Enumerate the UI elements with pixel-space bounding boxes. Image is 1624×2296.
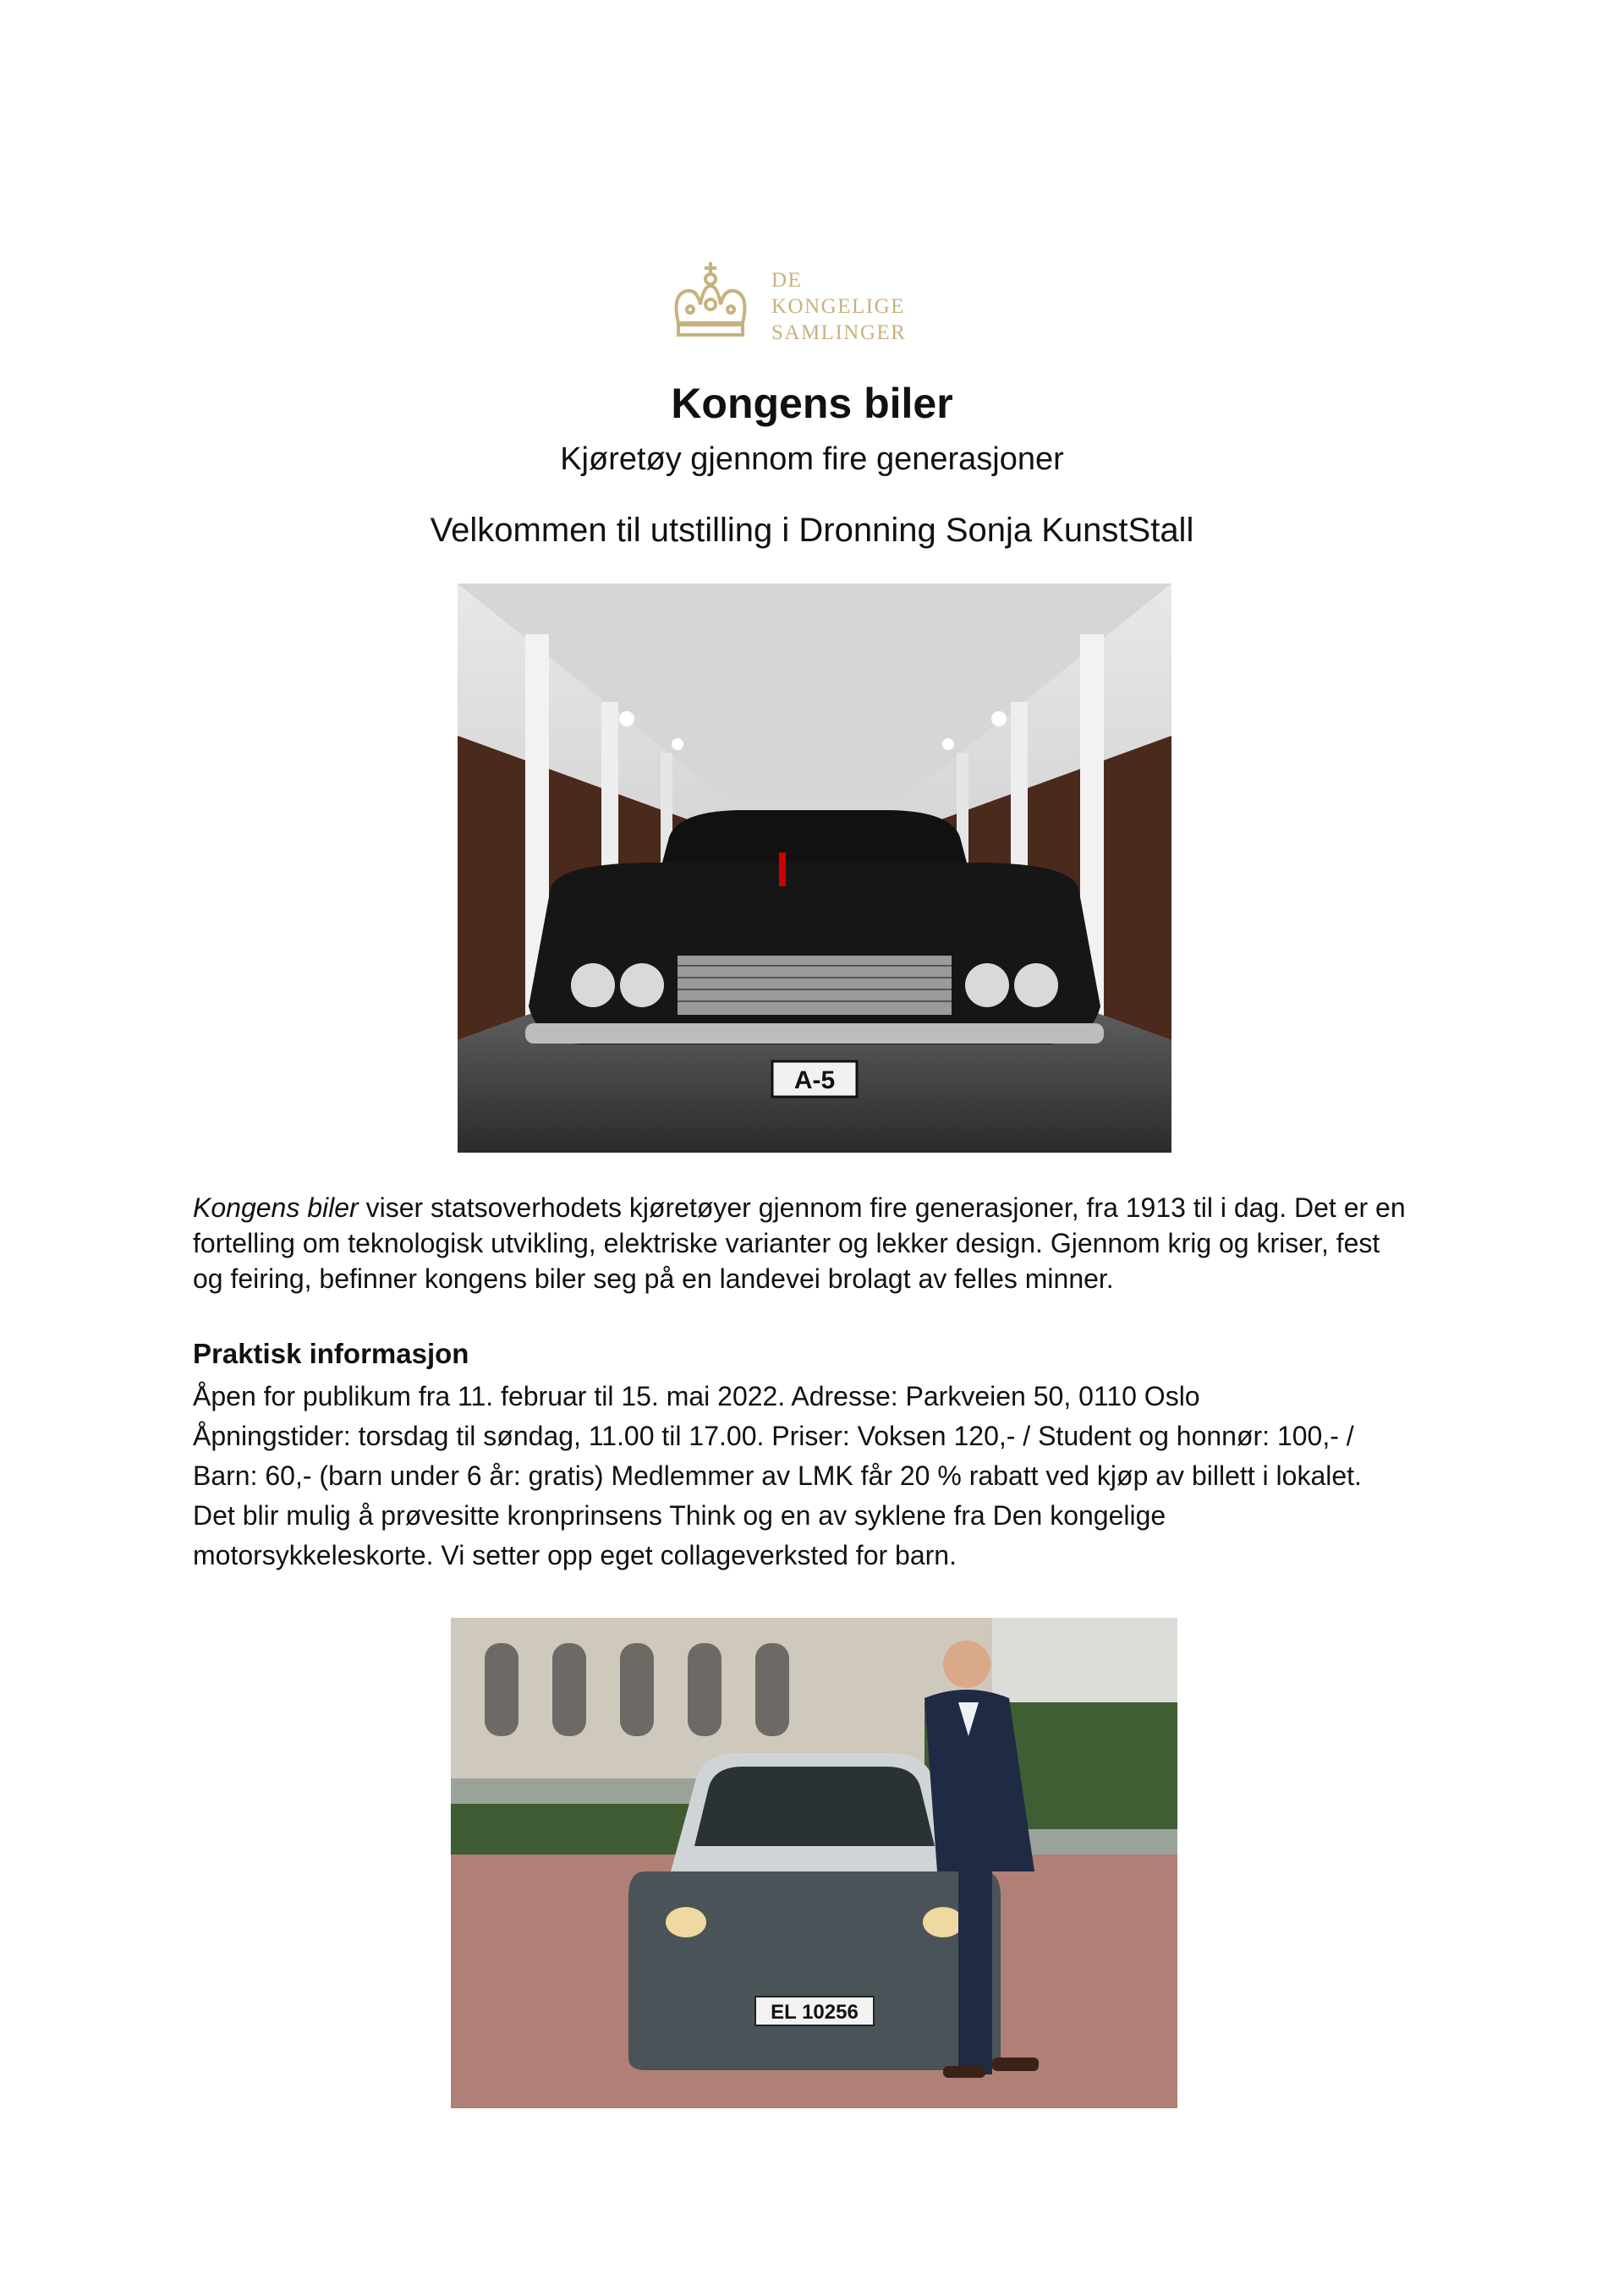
logo — [668, 254, 939, 355]
info-line: Åpen for publikum fra 11. februar til 15. mai 2022. Adresse: Parkveien 50, 0110 Oslo — [193, 1381, 1200, 1411]
page-subtitle: Kjøretøy gjennom fire generasjoner — [560, 441, 1064, 477]
logo-line: DE — [771, 269, 803, 292]
info-line: Åpningstider: torsdag til søndag, 11.00 til 17.00. Priser: Voksen 120,- / Student og honnør: 100,- / — [193, 1421, 1354, 1451]
info-paragraph — [193, 1377, 1453, 1575]
logo-line: SAMLINGER — [771, 321, 907, 344]
intro-line: fortelling om teknologisk utvikling, elektriske varianter og lekker design. Gjennom krig og kriser, fest — [193, 1228, 1380, 1258]
logo-line: KONGELIGE — [771, 295, 905, 318]
welcome-heading: Velkommen til utstilling i Dronning Sonja KunstStall — [430, 512, 1194, 549]
intro-line: viser statsoverhodets kjøretøyer gjennom fire generasjoner, fra 1913 til i dag. Det er en — [358, 1192, 1406, 1223]
license-plate-text: A-5 — [793, 1066, 836, 1094]
intro-paragraph — [193, 1190, 1453, 1296]
photo-stable-car — [458, 584, 1171, 1153]
info-line: Det blir mulig å prøvesitte kronprinsens Think og en av syklene fra Den kongelige — [193, 1500, 1166, 1531]
info-line: motorsykkeleskorte. Vi setter opp eget collageverksted for barn. — [193, 1540, 957, 1570]
photo-electric-car — [451, 1618, 1177, 2108]
license-plate-text: EL 10256 — [771, 2001, 859, 2024]
crown-icon — [668, 260, 753, 345]
intro-line: og feiring, befinner kongens biler seg på en landevei brolagt av felles minner. — [193, 1263, 1114, 1294]
intro-emphasis: Kongens biler — [193, 1192, 359, 1223]
info-line: Barn: 60,- (barn under 6 år: gratis) Medlemmer av LMK får 20 % rabatt ved kjøp av billett i lokalet. — [193, 1460, 1362, 1491]
info-heading: Praktisk informasjon — [193, 1338, 469, 1369]
page-title: Kongens biler — [671, 380, 953, 427]
